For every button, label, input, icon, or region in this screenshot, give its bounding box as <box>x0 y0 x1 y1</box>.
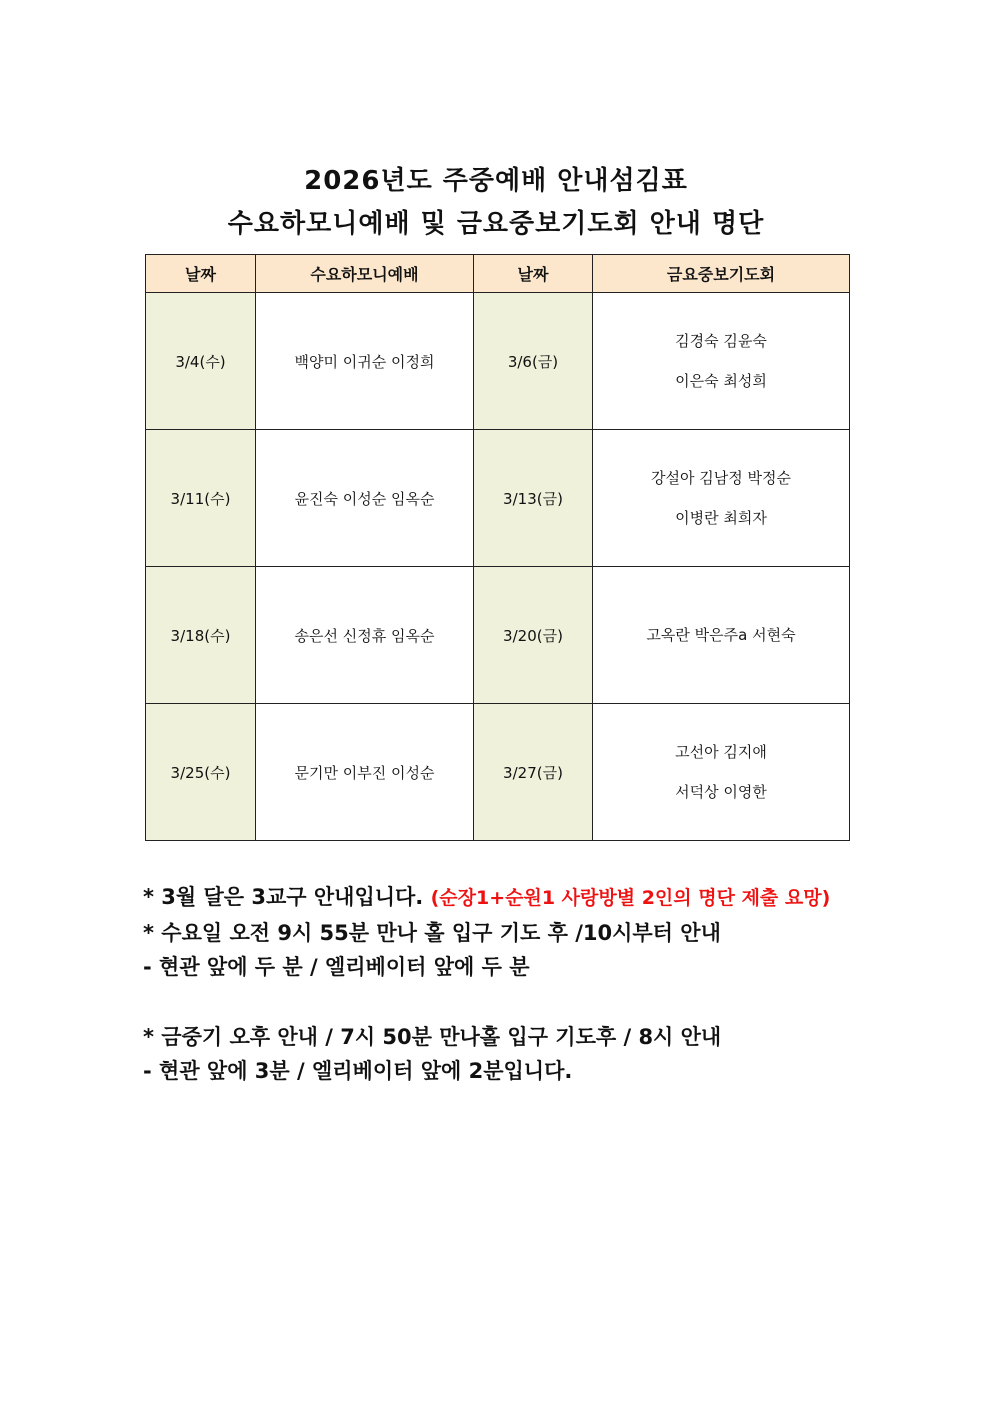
schedule-table <box>145 254 850 841</box>
wed-names-cell: 송은선 신정휴 임옥순 <box>256 567 474 704</box>
note-1-text: * 3월 달은 3교구 안내입니다. <box>143 885 431 909</box>
table-row <box>146 430 850 567</box>
table-row <box>146 567 850 704</box>
note-4: * 금중기 오후 안내 / 7시 50분 만나홀 입구 기도후 / 8시 안내 <box>143 1024 722 1049</box>
fri-date-cell: 3/20(금) <box>474 567 593 704</box>
document-title: 2026년도 주중예배 안내섬김표 <box>304 166 688 196</box>
wed-names-cell: 윤진숙 이성순 임옥순 <box>256 430 474 567</box>
table-row <box>146 293 850 430</box>
wed-names-cell: 백양미 이귀순 이정희 <box>256 293 474 430</box>
fri-names-cell <box>593 704 850 841</box>
document-subtitle: 수요하모니예배 및 금요중보기도회 안내 명단 <box>227 209 765 239</box>
note-2: * 수요일 오전 9시 55분 만나 홀 입구 기도 후 /10시부터 안내 <box>143 920 721 945</box>
table-row <box>146 704 850 841</box>
fri-names-cell <box>593 293 850 430</box>
fri-names-line: 김경숙 김윤숙 <box>675 332 767 350</box>
fri-names-cell <box>593 567 850 704</box>
note-5: - 현관 앞에 3분 / 엘리베이터 앞에 2분입니다. <box>143 1059 573 1083</box>
fri-names-line: 고선아 김지애 <box>675 743 767 761</box>
fri-names-line: 강설아 김남정 박정순 <box>651 469 791 487</box>
note-1-red-text: (순장1+순원1 사랑방별 2인의 명단 제출 요망) <box>430 887 831 909</box>
wed-date-cell: 3/18(수) <box>146 567 256 704</box>
fri-date-cell: 3/6(금) <box>474 293 593 430</box>
wed-date-cell: 3/4(수) <box>146 293 256 430</box>
header-wed-date: 날짜 <box>146 255 256 293</box>
wed-date-cell: 3/11(수) <box>146 430 256 567</box>
note-1 <box>143 880 830 916</box>
fri-names-line: 고옥란 박은주a 서현숙 <box>646 626 796 644</box>
fri-names-line: 이병란 최희자 <box>675 509 767 527</box>
header-fri-date: 날짜 <box>474 255 593 293</box>
wed-names-cell: 문기만 이부진 이성순 <box>256 704 474 841</box>
notes <box>143 880 830 1089</box>
fri-date-cell: 3/13(금) <box>474 430 593 567</box>
wed-date-cell: 3/25(수) <box>146 704 256 841</box>
fri-names-line: 서덕상 이영한 <box>675 783 767 801</box>
fri-date-cell: 3/27(금) <box>474 704 593 841</box>
header-fri-prayer: 금요중보기도회 <box>593 255 850 293</box>
fri-names-cell <box>593 430 850 567</box>
header-wed-service: 수요하모니예배 <box>256 255 474 293</box>
note-3: - 현관 앞에 두 분 / 엘리베이터 앞에 두 분 <box>143 955 530 979</box>
fri-names-line: 이은숙 최성희 <box>675 372 767 390</box>
table-header-row <box>146 255 850 293</box>
